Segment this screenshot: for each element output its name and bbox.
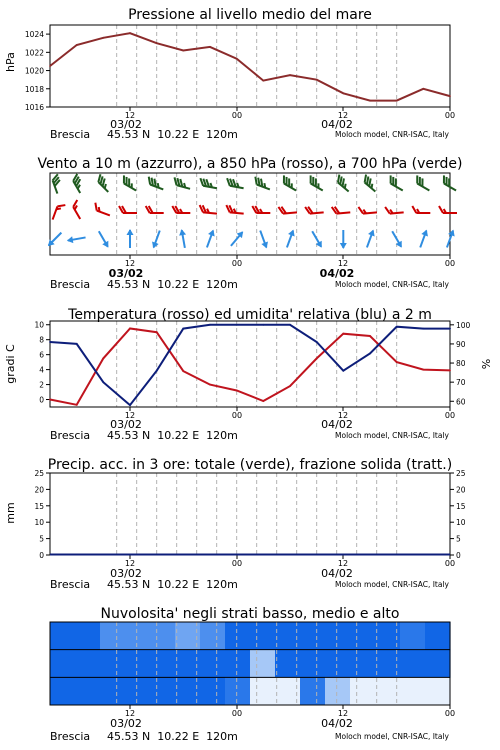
y-tick-label: 2 — [39, 380, 44, 390]
pressure-point — [369, 100, 371, 102]
cloud-cell — [225, 650, 251, 678]
date-label: 03/02 — [110, 717, 142, 730]
temperature-point — [236, 390, 238, 392]
pressure-ylabel: hPa — [4, 52, 17, 72]
pressure-point — [209, 46, 211, 48]
time-tick-label: 12 — [337, 259, 349, 268]
temperature-line — [50, 329, 450, 405]
wind-x-ticks — [130, 255, 450, 259]
wind850-barb — [385, 205, 404, 214]
pressure-y-ticks — [25, 30, 50, 112]
temperature-point — [422, 369, 424, 371]
temperature-panel — [4, 307, 493, 442]
y-tick-label: 90 — [456, 339, 466, 349]
cloud-cell — [350, 650, 376, 678]
wind850-barb — [412, 206, 430, 213]
temperature-point — [209, 384, 211, 386]
wind850-barb — [278, 205, 297, 214]
precipitation-plot-frame — [50, 473, 450, 555]
wind850-barb — [305, 205, 324, 214]
pressure-point — [262, 80, 264, 82]
y-tick-label: 10 — [34, 320, 44, 330]
time-tick-label: 00 — [231, 709, 243, 718]
time-tick-label: 00 — [444, 111, 456, 120]
cloud-cell — [150, 677, 176, 705]
wind850-barb — [439, 206, 457, 213]
y-tick-label: 20 — [456, 485, 466, 495]
arrow-head — [421, 228, 430, 236]
arrow-head — [448, 228, 457, 236]
time-tick-label: 12 — [124, 111, 136, 120]
wind10-arrow — [127, 229, 134, 248]
humidity-point — [49, 341, 51, 343]
cloud-cell — [325, 622, 351, 650]
temperature-x-ticks — [130, 407, 450, 411]
pressure-point — [156, 42, 158, 44]
station-coords: 45.53 N 10.22 E 120m — [107, 128, 238, 141]
cloud-cell — [150, 650, 176, 678]
temperature-point — [49, 399, 51, 401]
y-tick-label: 25 — [456, 469, 466, 478]
pressure-point — [102, 37, 104, 39]
cloud-cell — [225, 622, 251, 650]
wind700-barb — [173, 177, 192, 188]
y-tick-label: 1020 — [24, 66, 44, 76]
cloud-cell — [100, 677, 126, 705]
y-tick-label: 5 — [39, 534, 44, 544]
station-coords: 45.53 N 10.22 E 120m — [107, 578, 238, 591]
wind10-arrow — [178, 229, 188, 249]
humidity-point — [449, 328, 451, 330]
station-name: Brescia — [50, 578, 91, 591]
date-label: 04/02 — [321, 418, 353, 431]
cloud-cell — [325, 650, 351, 678]
arrow-head — [208, 228, 217, 236]
y-tick-label: 0 — [39, 395, 44, 405]
wind700-barb — [226, 178, 245, 188]
station-name: Brescia — [50, 429, 91, 442]
precipitation-title: Precip. acc. in 3 ore: totale (verde), frazione solida (tratt.) — [47, 457, 453, 473]
y-tick-label: 25 — [34, 469, 44, 478]
temperature-point — [449, 370, 451, 372]
humidity-y-ticks — [450, 321, 471, 406]
cloud-cell — [125, 677, 151, 705]
y-tick-label: 0 — [456, 551, 461, 560]
humidity-point — [102, 381, 104, 383]
cloud-cell — [75, 622, 101, 650]
humidity-point — [182, 328, 184, 330]
date-label: 03/02 — [108, 267, 144, 280]
wind850-barb — [358, 205, 377, 214]
cloud-x-ticks — [130, 705, 450, 709]
arrow-head — [178, 229, 186, 236]
temperature-point — [102, 358, 104, 360]
y-tick-label: 10 — [456, 518, 466, 528]
y-tick-label: 20 — [34, 485, 44, 495]
date-label: 04/02 — [321, 717, 353, 730]
wind850-barb — [53, 203, 66, 222]
pressure-point — [316, 79, 318, 81]
y-tick-label: 15 — [34, 501, 44, 511]
wind850-barb — [93, 203, 112, 216]
humidity-point — [289, 324, 291, 326]
station-coords: 45.53 N 10.22 E 120m — [107, 278, 238, 291]
wind700-barb — [335, 175, 353, 192]
model-credit: Moloch model, CNR-ISAC, Italy — [335, 130, 449, 139]
arrow-head — [127, 229, 134, 235]
wind850-barb — [332, 205, 351, 214]
y-tick-label: 1022 — [24, 48, 44, 58]
model-credit: Moloch model, CNR-ISAC, Italy — [335, 580, 449, 589]
y-tick-label: 4 — [39, 365, 44, 375]
date-label: 03/02 — [110, 118, 142, 131]
y-tick-label: 70 — [456, 378, 466, 388]
temperature-point — [262, 400, 264, 402]
pressure-point — [49, 65, 51, 67]
y-tick-label: 15 — [456, 501, 466, 511]
wind10-arrow — [66, 234, 86, 244]
cloud-title: Nuvolosita' negli strati basso, medio e alto — [100, 606, 400, 622]
y-tick-label: 60 — [456, 397, 466, 407]
pressure-point — [182, 50, 184, 52]
model-credit: Moloch model, CNR-ISAC, Italy — [335, 431, 449, 440]
time-tick-label: 00 — [231, 259, 243, 268]
temperature-point — [342, 333, 344, 335]
temperature-point — [156, 331, 158, 333]
cloud-cell — [100, 622, 126, 650]
precipitation-y-ticks-right — [450, 469, 466, 560]
time-tick-label: 00 — [231, 559, 243, 568]
humidity-point — [369, 353, 371, 355]
wind700-barb — [146, 177, 165, 190]
temperature-point — [316, 358, 318, 360]
wind10-arrow — [204, 228, 217, 248]
y-tick-label: 6 — [39, 350, 44, 360]
time-tick-label: 00 — [444, 259, 456, 268]
date-label: 03/02 — [110, 567, 142, 580]
date-label: 04/02 — [319, 267, 355, 280]
cloud-cell — [350, 677, 376, 705]
wind-panel — [37, 156, 462, 291]
cloud-cell — [425, 650, 451, 678]
cloud-cell — [400, 677, 426, 705]
temperature-title: Temperatura (rosso) ed umidita' relativa (blu) a 2 m — [68, 307, 432, 323]
humidity-point — [236, 324, 238, 326]
cloud-cell — [125, 650, 151, 678]
wind700-barb — [253, 177, 272, 190]
cloud-cell — [225, 677, 251, 705]
wind850-barb — [119, 206, 137, 213]
cloud-cell — [350, 622, 376, 650]
cloud-cell — [300, 677, 326, 705]
wind850-barb — [226, 205, 245, 214]
wind850-barb — [71, 200, 86, 219]
temperature-point — [369, 335, 371, 337]
wind10-arrow — [96, 229, 112, 249]
humidity-ylabel: % — [480, 358, 493, 370]
y-tick-label: 0 — [39, 551, 44, 560]
station-coords: 45.53 N 10.22 E 120m — [107, 730, 238, 743]
cloud-cell — [100, 650, 126, 678]
cloud-cell — [300, 650, 326, 678]
pressure-point — [449, 95, 451, 97]
arrow-head — [261, 242, 270, 250]
cloud-cell — [425, 622, 451, 650]
time-tick-label: 00 — [444, 709, 456, 718]
time-tick-label: 12 — [124, 559, 136, 568]
pressure-point — [422, 88, 424, 90]
precipitation-panel — [4, 457, 466, 591]
barb-feather — [71, 200, 79, 207]
wind700-barb — [414, 175, 433, 190]
station-name: Brescia — [50, 278, 91, 291]
humidity-point — [209, 324, 211, 326]
precipitation-y-ticks — [34, 469, 50, 560]
model-credit: Moloch model, CNR-ISAC, Italy — [335, 732, 449, 741]
cloud-cell — [400, 622, 426, 650]
humidity-point — [342, 370, 344, 372]
wind10-arrow — [340, 230, 347, 249]
pressure-point — [342, 92, 344, 94]
cloud-cell — [50, 677, 76, 705]
temperature-point — [182, 370, 184, 372]
pressure-point — [76, 44, 78, 46]
cloud-cell — [300, 622, 326, 650]
arrow-head — [340, 243, 347, 249]
wind850-barb — [146, 206, 164, 213]
cloud-cell — [50, 650, 76, 678]
y-tick-label: 5 — [456, 534, 461, 544]
time-tick-label: 12 — [124, 411, 136, 420]
humidity-point — [316, 341, 318, 343]
pressure-point — [289, 74, 291, 76]
y-tick-label: 8 — [39, 335, 44, 345]
cloud-cell — [200, 622, 226, 650]
wind-title: Vento a 10 m (azzurro), a 850 hPa (rosso), a 700 hPa (verde) — [37, 156, 463, 172]
time-tick-label: 12 — [337, 411, 349, 420]
humidity-point — [396, 326, 398, 328]
wind10-arrow — [45, 230, 63, 248]
pressure-panel — [4, 7, 455, 141]
time-tick-label: 00 — [444, 559, 456, 568]
arrow-head — [102, 241, 111, 250]
temperature-y-ticks — [34, 321, 50, 405]
y-tick-label: 1024 — [24, 30, 44, 40]
precipitation-ylabel: mm — [4, 502, 17, 524]
cloud-cell — [250, 650, 276, 678]
humidity-line — [50, 325, 450, 405]
time-tick-label: 12 — [337, 559, 349, 568]
wind700-barb — [51, 174, 64, 193]
time-tick-label: 00 — [231, 411, 243, 420]
humidity-point — [262, 324, 264, 326]
time-tick-label: 12 — [124, 259, 136, 268]
temperature-point — [289, 385, 291, 387]
pressure-x-ticks — [130, 107, 450, 111]
humidity-point — [422, 328, 424, 330]
station-name: Brescia — [50, 730, 91, 743]
precipitation-gridlines — [117, 473, 397, 555]
cloud-cells — [50, 622, 451, 705]
wind850-barb — [172, 206, 190, 213]
pressure-point — [129, 32, 131, 34]
arrow-head — [368, 228, 377, 236]
pressure-gridlines — [117, 25, 397, 107]
pressure-point — [396, 100, 398, 102]
pressure-line — [50, 33, 450, 100]
time-tick-label: 00 — [231, 111, 243, 120]
humidity-point — [129, 404, 131, 406]
wind10-arrow — [417, 228, 430, 248]
cloud-cell — [250, 677, 276, 705]
cloud-cell — [75, 650, 101, 678]
wind10-arrow — [284, 228, 297, 248]
arrow-head — [66, 236, 73, 244]
wind700-barb — [96, 174, 114, 192]
wind10-arrow — [257, 229, 270, 249]
cloud-cell — [150, 622, 176, 650]
pressure-point — [236, 58, 238, 60]
time-tick-label: 12 — [337, 709, 349, 718]
temperature-point — [76, 404, 78, 406]
cloud-cell — [400, 650, 426, 678]
station-name: Brescia — [50, 128, 91, 141]
cloud-cell — [425, 677, 451, 705]
temperature-ylabel: gradi C — [4, 344, 17, 384]
time-tick-label: 12 — [337, 111, 349, 120]
date-label: 04/02 — [321, 567, 353, 580]
date-label: 03/02 — [110, 418, 142, 431]
wind700-barb — [199, 178, 218, 188]
date-label: 04/02 — [321, 118, 353, 131]
station-coords: 45.53 N 10.22 E 120m — [107, 429, 238, 442]
temperature-point — [396, 361, 398, 363]
temperature-point — [129, 328, 131, 330]
y-tick-label: 10 — [34, 518, 44, 528]
y-tick-label: 1018 — [24, 84, 44, 94]
cloud-panel — [50, 606, 455, 743]
wind850-barb — [199, 205, 218, 214]
time-tick-label: 00 — [444, 411, 456, 420]
arrow-head — [150, 242, 159, 250]
cloud-cell — [200, 650, 226, 678]
wind700-barb — [71, 174, 86, 193]
cloud-cell — [75, 677, 101, 705]
humidity-point — [76, 343, 78, 345]
time-tick-label: 12 — [124, 709, 136, 718]
y-tick-label: 100 — [456, 320, 471, 330]
precipitation-x-ticks — [130, 555, 450, 559]
y-tick-label: 80 — [456, 359, 466, 369]
barb-feather — [439, 206, 443, 213]
y-tick-label: 1016 — [24, 103, 44, 112]
cloud-cell — [200, 677, 226, 705]
humidity-point — [156, 370, 158, 372]
wind850-barb — [252, 206, 270, 213]
barb-feather — [358, 207, 363, 214]
pressure-title: Pressione al livello medio del mare — [128, 7, 372, 23]
barb-feather — [385, 207, 390, 214]
barb-feather — [412, 206, 416, 213]
cloud-cell — [125, 622, 151, 650]
cloud-cell — [325, 677, 351, 705]
model-credit: Moloch model, CNR-ISAC, Italy — [335, 280, 449, 289]
arrow-head — [288, 228, 297, 236]
cloud-cell — [250, 622, 276, 650]
wind10-arrow — [364, 228, 377, 248]
cloud-cell — [50, 622, 76, 650]
